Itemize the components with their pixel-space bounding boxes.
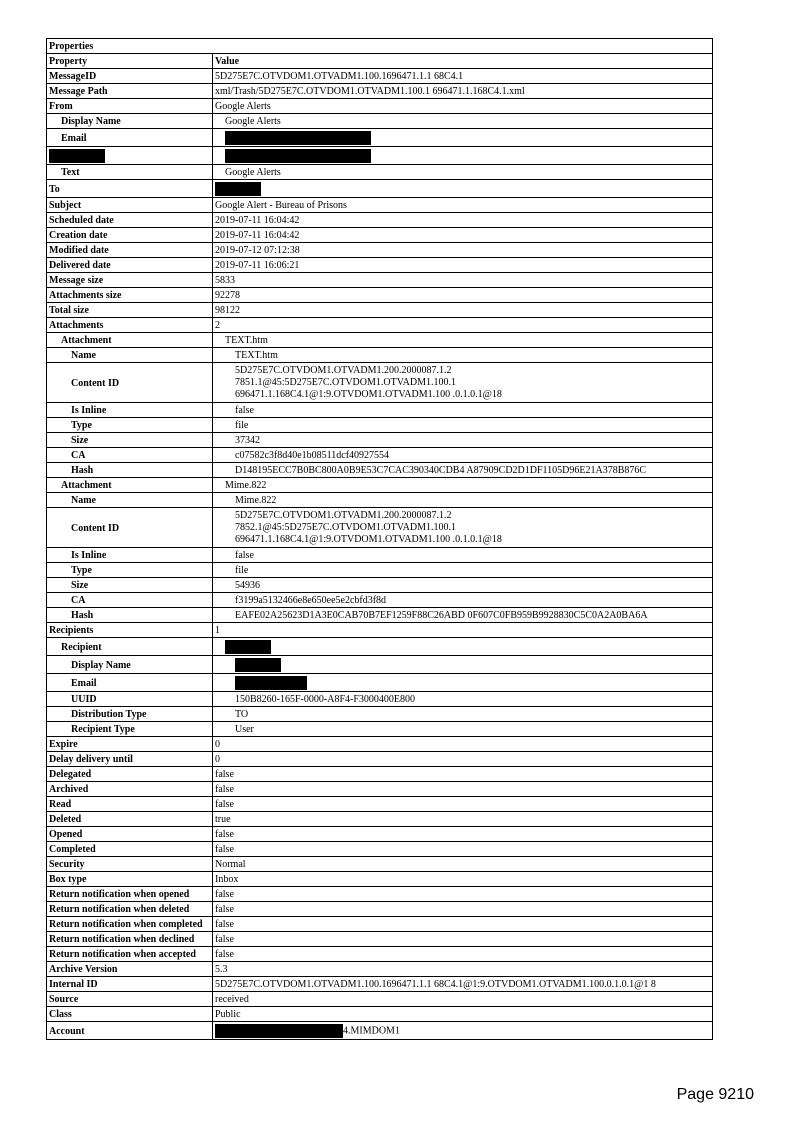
table-row — [47, 403, 713, 418]
property-label: Creation date — [47, 228, 213, 243]
table-row — [47, 84, 713, 99]
table-row — [47, 463, 713, 478]
property-value-with-redaction — [213, 1022, 713, 1040]
table-row — [47, 707, 713, 722]
property-value: Mime.822 — [213, 493, 713, 508]
property-value: Google Alert - Bureau of Prisons — [213, 198, 713, 213]
property-label: Hash — [47, 463, 213, 478]
property-value: D148195ECC7B0BC800A0B9E53C7CAC390340CDB4 A87909CD2D1DF1105D96E21A378B876C — [213, 463, 713, 478]
property-label: Recipient — [47, 638, 213, 656]
property-value: false — [213, 782, 713, 797]
table-row — [47, 977, 713, 992]
property-label: Internal ID — [47, 977, 213, 992]
table-row — [47, 114, 713, 129]
redaction-box — [225, 640, 271, 654]
table-row — [47, 656, 713, 674]
table-row — [47, 623, 713, 638]
content-id-line: 7852.1@45:5D275E7C.OTVDOM1.OTVADM1.100.1 — [235, 522, 456, 533]
property-label: Text — [47, 165, 213, 180]
property-value: 1 — [213, 623, 713, 638]
property-value: 2019-07-11 16:04:42 — [213, 228, 713, 243]
table-row — [47, 165, 713, 180]
property-label: Distribution Type — [47, 707, 213, 722]
redaction-box — [215, 182, 261, 196]
property-label: Recipients — [47, 623, 213, 638]
property-value: false — [213, 932, 713, 947]
property-value: f3199a5132466e8e650ee5e2cbfd3f8d — [213, 593, 713, 608]
property-value-multiline — [213, 363, 713, 403]
table-row — [47, 243, 713, 258]
redaction-box — [225, 131, 371, 145]
property-label: Modified date — [47, 243, 213, 258]
property-value: User — [213, 722, 713, 737]
table-row — [47, 418, 713, 433]
table-row — [47, 180, 713, 198]
property-label: Return notification when opened — [47, 887, 213, 902]
table-row — [47, 797, 713, 812]
table-row — [47, 303, 713, 318]
property-value: 5D275E7C.OTVDOM1.OTVADM1.100.1696471.1.1 68C4.1 — [213, 69, 713, 84]
property-label: Attachment — [47, 333, 213, 348]
property-label: Type — [47, 418, 213, 433]
property-label: CA — [47, 593, 213, 608]
property-label: Read — [47, 797, 213, 812]
property-label: Recipient Type — [47, 722, 213, 737]
table-row — [47, 129, 713, 147]
table-row — [47, 752, 713, 767]
property-value: 150B8260-165F-0000-A8F4-F3000400E800 — [213, 692, 713, 707]
property-label: Name — [47, 348, 213, 363]
table-row — [47, 478, 713, 493]
table-row — [47, 508, 713, 548]
property-label: Security — [47, 857, 213, 872]
property-label: CA — [47, 448, 213, 463]
table-row — [47, 722, 713, 737]
property-label: Account — [47, 1022, 213, 1040]
property-label: Name — [47, 493, 213, 508]
property-label: Delay delivery until — [47, 752, 213, 767]
table-title: Properties — [47, 39, 713, 54]
property-label: Hash — [47, 608, 213, 623]
table-row — [47, 1022, 713, 1040]
property-label: Attachment — [47, 478, 213, 493]
property-value: xml/Trash/5D275E7C.OTVDOM1.OTVADM1.100.1 696471.1.168C4.1.xml — [213, 84, 713, 99]
properties-table — [46, 38, 713, 1040]
property-label: Scheduled date — [47, 213, 213, 228]
property-value: false — [213, 548, 713, 563]
table-row — [47, 258, 713, 273]
table-row — [47, 692, 713, 707]
table-row — [47, 213, 713, 228]
content-id-line: 696471.1.168C4.1@1:9.OTVDOM1.OTVADM1.100 .0.1.0.1@18 — [235, 389, 502, 400]
redacted-value — [213, 180, 713, 198]
redacted-label — [47, 147, 213, 165]
table-row — [47, 962, 713, 977]
property-value: 0 — [213, 737, 713, 752]
property-value: false — [213, 827, 713, 842]
property-value: 2019-07-11 16:06:21 — [213, 258, 713, 273]
content-id-line: 5D275E7C.OTVDOM1.OTVADM1.200.2000087.1.2 — [235, 365, 452, 376]
property-value: c07582c3f8d40e1b08511dcf40927554 — [213, 448, 713, 463]
property-label: Total size — [47, 303, 213, 318]
property-value-multiline — [213, 508, 713, 548]
property-value: false — [213, 767, 713, 782]
property-label: Completed — [47, 842, 213, 857]
property-value: Google Alerts — [213, 165, 713, 180]
table-row — [47, 147, 713, 165]
table-row — [47, 493, 713, 508]
property-label: Message Path — [47, 84, 213, 99]
property-value: 92278 — [213, 288, 713, 303]
property-value: received — [213, 992, 713, 1007]
property-value: 2019-07-11 16:04:42 — [213, 213, 713, 228]
property-label: Class — [47, 1007, 213, 1022]
table-row — [47, 674, 713, 692]
content-id-line: 696471.1.168C4.1@1:9.OTVDOM1.OTVADM1.100 .0.1.0.1@18 — [235, 534, 502, 545]
property-label: Archive Version — [47, 962, 213, 977]
property-label: To — [47, 180, 213, 198]
property-value: 2 — [213, 318, 713, 333]
property-label: Content ID — [47, 363, 213, 403]
redacted-value — [213, 638, 713, 656]
property-label: Return notification when completed — [47, 917, 213, 932]
table-row — [47, 333, 713, 348]
property-label: Source — [47, 992, 213, 1007]
property-value: 5.3 — [213, 962, 713, 977]
property-value: false — [213, 797, 713, 812]
property-value: 2019-07-12 07:12:38 — [213, 243, 713, 258]
table-row — [47, 872, 713, 887]
table-row — [47, 857, 713, 872]
table-row — [47, 827, 713, 842]
column-header-property: Property — [47, 54, 213, 69]
table-row — [47, 288, 713, 303]
property-value: file — [213, 563, 713, 578]
property-label: Attachments — [47, 318, 213, 333]
property-value: 54936 — [213, 578, 713, 593]
table-row — [47, 608, 713, 623]
redaction-box — [225, 149, 371, 163]
property-value: Normal — [213, 857, 713, 872]
table-title-row — [47, 39, 713, 54]
property-value: Mime.822 — [213, 478, 713, 493]
redaction-box — [49, 149, 105, 163]
property-value: 37342 — [213, 433, 713, 448]
property-label: Attachments size — [47, 288, 213, 303]
property-label: Content ID — [47, 508, 213, 548]
property-value: 0 — [213, 752, 713, 767]
redacted-value — [213, 129, 713, 147]
property-value: true — [213, 812, 713, 827]
property-value: Google Alerts — [213, 114, 713, 129]
property-value: TEXT.htm — [213, 333, 713, 348]
property-label: Subject — [47, 198, 213, 213]
table-row — [47, 638, 713, 656]
property-label: Is Inline — [47, 403, 213, 418]
property-value: Public — [213, 1007, 713, 1022]
property-value: false — [213, 902, 713, 917]
table-row — [47, 917, 713, 932]
table-header-row — [47, 54, 713, 69]
account-suffix: 4.MIMDOM1 — [343, 1025, 400, 1037]
property-value: Google Alerts — [213, 99, 713, 114]
property-label: Return notification when declined — [47, 932, 213, 947]
column-header-value: Value — [213, 54, 713, 69]
table-row — [47, 992, 713, 1007]
property-value: TEXT.htm — [213, 348, 713, 363]
table-row — [47, 578, 713, 593]
property-value: 98122 — [213, 303, 713, 318]
page-number: Page 9210 — [676, 1086, 754, 1103]
property-value: false — [213, 887, 713, 902]
table-row — [47, 99, 713, 114]
property-label: Display Name — [47, 114, 213, 129]
table-row — [47, 1007, 713, 1022]
property-label: Return notification when deleted — [47, 902, 213, 917]
property-label: Size — [47, 578, 213, 593]
redacted-value — [213, 656, 713, 674]
property-label: Type — [47, 563, 213, 578]
property-label: Delivered date — [47, 258, 213, 273]
redacted-value — [213, 674, 713, 692]
redaction-box — [235, 658, 281, 672]
redaction-box — [215, 1024, 343, 1038]
table-row — [47, 593, 713, 608]
table-row — [47, 563, 713, 578]
property-value: 5D275E7C.OTVDOM1.OTVADM1.100.1696471.1.1 68C4.1@1:9.OTVDOM1.OTVADM1.100.0.1.0.1@1 8 — [213, 977, 713, 992]
property-value: EAFE02A25623D1A3E0CAB70B7EF1259F88C26ABD 0F607C0FB959B9928830C5C0A2A0BA6A — [213, 608, 713, 623]
property-value: 5833 — [213, 273, 713, 288]
property-value: Inbox — [213, 872, 713, 887]
table-row — [47, 348, 713, 363]
property-label: Delegated — [47, 767, 213, 782]
table-row — [47, 448, 713, 463]
table-row — [47, 318, 713, 333]
table-row — [47, 273, 713, 288]
property-value: file — [213, 418, 713, 433]
table-row — [47, 932, 713, 947]
property-label: Display Name — [47, 656, 213, 674]
table-row — [47, 363, 713, 403]
content-id-line: 5D275E7C.OTVDOM1.OTVADM1.200.2000087.1.2 — [235, 510, 452, 521]
property-label: MessageID — [47, 69, 213, 84]
property-label: Opened — [47, 827, 213, 842]
table-row — [47, 548, 713, 563]
property-label: From — [47, 99, 213, 114]
property-value: false — [213, 842, 713, 857]
content-id-line: 7851.1@45:5D275E7C.OTVDOM1.OTVADM1.100.1 — [235, 377, 456, 388]
property-label: Expire — [47, 737, 213, 752]
table-row — [47, 228, 713, 243]
property-value: false — [213, 917, 713, 932]
table-row — [47, 782, 713, 797]
property-label: Box type — [47, 872, 213, 887]
table-row — [47, 198, 713, 213]
properties-sheet — [46, 38, 712, 1040]
property-label: Email — [47, 674, 213, 692]
property-label: Deleted — [47, 812, 213, 827]
table-row — [47, 887, 713, 902]
property-label: UUID — [47, 692, 213, 707]
table-row — [47, 947, 713, 962]
table-row — [47, 433, 713, 448]
redacted-value — [213, 147, 713, 165]
table-row — [47, 69, 713, 84]
property-label: Is Inline — [47, 548, 213, 563]
redaction-box — [235, 676, 307, 690]
property-value: false — [213, 947, 713, 962]
property-value: false — [213, 403, 713, 418]
property-label: Return notification when accepted — [47, 947, 213, 962]
property-value: TO — [213, 707, 713, 722]
property-label: Email — [47, 129, 213, 147]
property-label: Size — [47, 433, 213, 448]
table-row — [47, 902, 713, 917]
table-row — [47, 767, 713, 782]
table-row — [47, 737, 713, 752]
property-label: Message size — [47, 273, 213, 288]
table-row — [47, 812, 713, 827]
property-label: Archived — [47, 782, 213, 797]
table-row — [47, 842, 713, 857]
